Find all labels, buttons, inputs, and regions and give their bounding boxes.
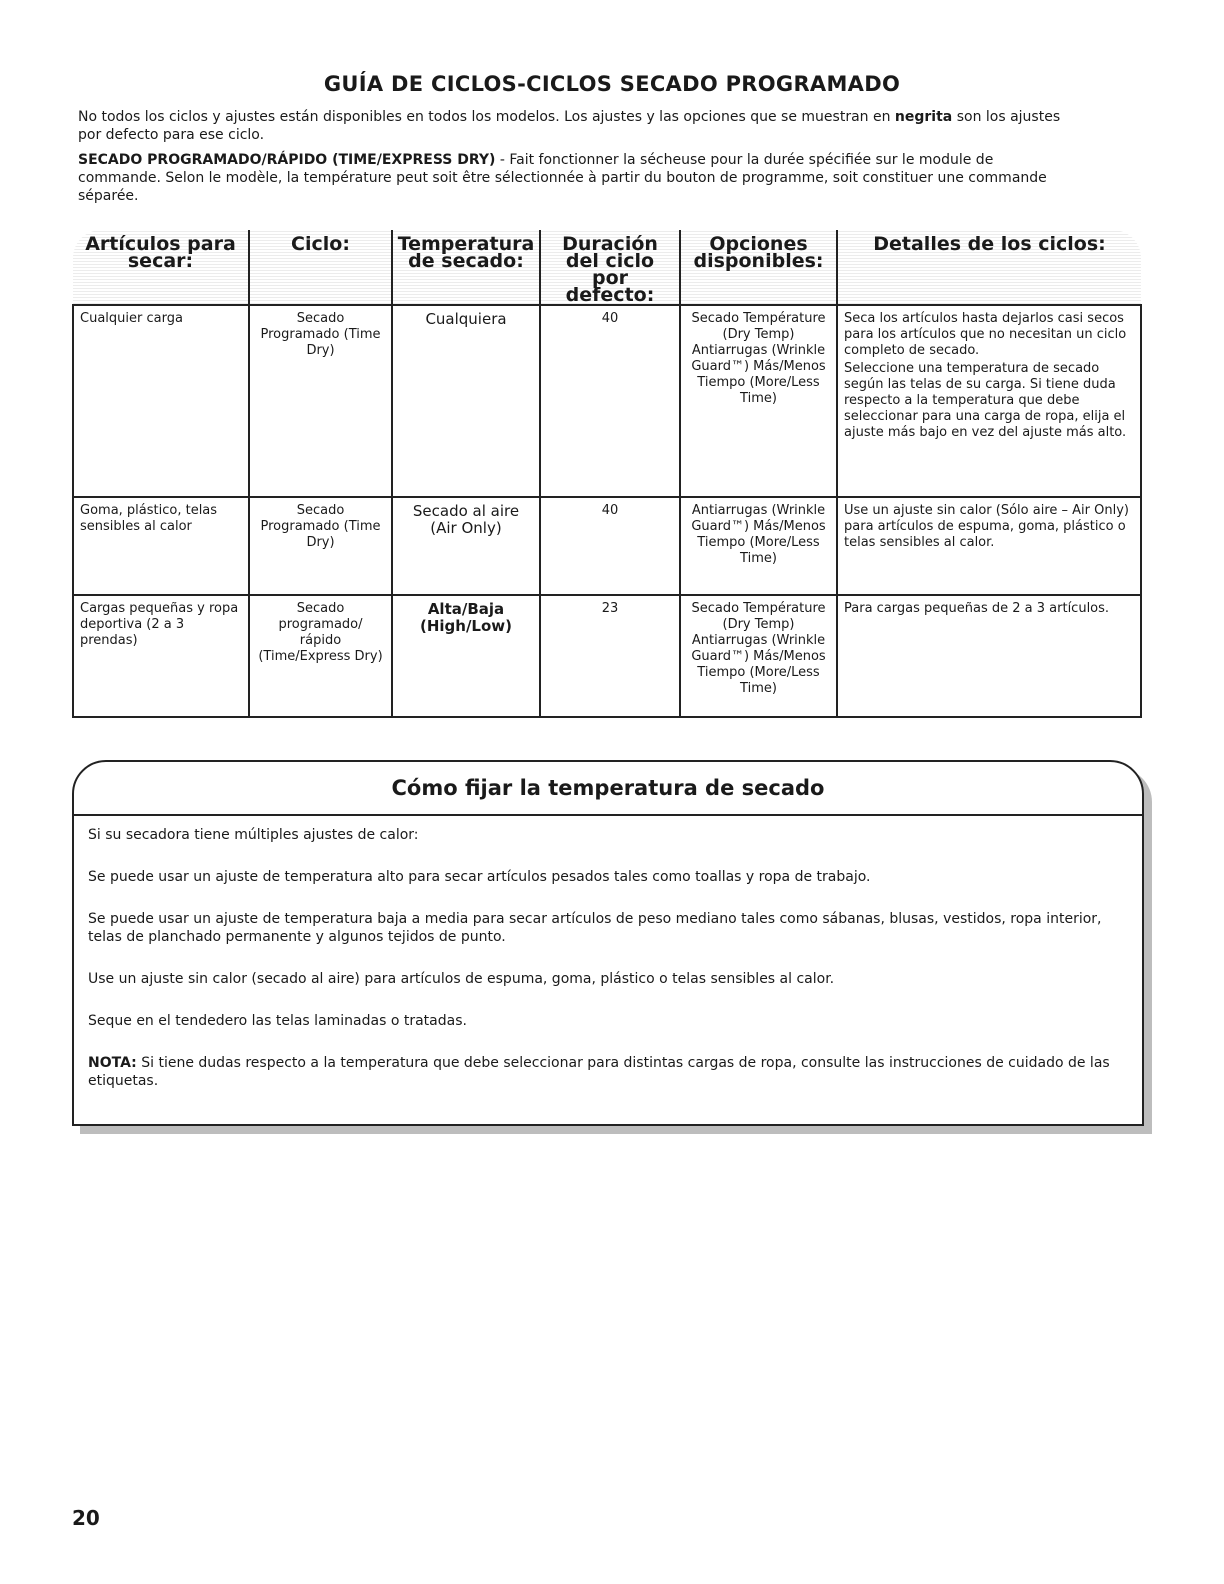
header-details: Detalles de los ciclos: bbox=[837, 230, 1141, 305]
cell-duration: 23 bbox=[540, 595, 680, 717]
cell-duration: 40 bbox=[540, 497, 680, 595]
box-paragraph: Se puede usar un ajuste de temperatura alto para secar artículos pesados tales como toallas y ropa de trabajo. bbox=[88, 869, 871, 885]
header-duration: Duración del ciclo por defecto: bbox=[540, 230, 680, 305]
cell-options: Secado Température (Dry Temp) Antiarrugas (Wrinkle Guard™) Más/Menos Tiempo (More/Less Time) bbox=[680, 305, 837, 497]
note-label: NOTA: bbox=[88, 1055, 137, 1071]
cell-details: Para cargas pequeñas de 2 a 3 artículos. bbox=[837, 595, 1141, 717]
page-title: GUÍA DE CICLOS-CICLOS SECADO PROGRAMADO bbox=[323, 72, 901, 96]
intro-text: No todos los ciclos y ajustes están disponibles en todos los modelos. Los ajustes y las opciones que se muestran en bbox=[78, 109, 891, 125]
intro-section bbox=[78, 108, 1078, 212]
cell-items: Cargas pequeñas y ropa deportiva (2 a 3 prendas) bbox=[73, 595, 249, 717]
intro-paragraph bbox=[78, 108, 1078, 144]
cycle-guide-table bbox=[72, 230, 1142, 718]
time-dry-label: SECADO PROGRAMADO/RÁPIDO (TIME/EXPRESS DRY) bbox=[78, 152, 496, 168]
note-text: Si tiene dudas respecto a la temperatura que debe seleccionar para distintas cargas de ropa, consulte las instrucciones de cuidado de las etiquetas. bbox=[88, 1055, 1110, 1089]
header-options: Opciones disponibles: bbox=[680, 230, 837, 305]
header-temperature: Temperatura de secado: bbox=[392, 230, 540, 305]
time-dry-text: - Fait fonctionner la sécheuse pour la durée spécifiée sur le module de commande. Selon le modèle, la température peut soit être sélectionnée à partir du bouton de programme, soit constituer une commande séparée. bbox=[78, 152, 1047, 204]
box-paragraph: Se puede usar un ajuste de temperatura baja a media para secar artículos de peso mediano tales como sábanas, blusas, vestidos, ropa interior, telas de planchado permanente y algunos tejidos de punto. bbox=[88, 911, 1102, 945]
table-row bbox=[73, 497, 1141, 595]
page-number: 20 bbox=[72, 1506, 100, 1530]
cell-duration: 40 bbox=[540, 305, 680, 497]
cell-cycle: Secado programado/ rápido (Time/Express Dry) bbox=[249, 595, 392, 717]
box-body bbox=[74, 816, 1142, 1100]
cell-cycle: Secado Programado (Time Dry) bbox=[249, 305, 392, 497]
note-paragraph bbox=[88, 1054, 1128, 1090]
intro-text-end: son los ajustes por defecto para ese ciclo. bbox=[78, 109, 1061, 143]
cell-items: Cualquier carga bbox=[73, 305, 249, 497]
header-cycle: Ciclo: bbox=[249, 230, 392, 305]
table-row bbox=[73, 595, 1141, 717]
box-paragraph: Use un ajuste sin calor (secado al aire) para artículos de espuma, goma, plástico o telas sensibles al calor. bbox=[88, 971, 835, 987]
box-paragraph: Si su secadora tiene múltiples ajustes de calor: bbox=[88, 827, 419, 843]
box-paragraph: Seque en el tendedero las telas laminadas o tratadas. bbox=[88, 1013, 467, 1029]
cell-temperature: Cualquiera bbox=[392, 305, 540, 497]
table-row bbox=[73, 305, 1141, 497]
header-items: Artículos para secar: bbox=[73, 230, 249, 305]
time-dry-description bbox=[78, 151, 1078, 205]
intro-bold-word: negrita bbox=[894, 109, 953, 125]
cell-details: Use un ajuste sin calor (Sólo aire – Air Only) para artículos de espuma, goma, plástico o telas sensibles al calor. bbox=[837, 497, 1141, 595]
cell-items: Goma, plástico, telas sensibles al calor bbox=[73, 497, 249, 595]
box-title: Cómo fijar la temperatura de secado bbox=[74, 762, 1142, 816]
table-header-row bbox=[73, 230, 1141, 305]
cell-details bbox=[837, 305, 1141, 497]
cell-temperature bbox=[392, 595, 540, 717]
cell-options: Antiarrugas (Wrinkle Guard™) Más/Menos Tiempo (More/Less Time) bbox=[680, 497, 837, 595]
detail-paragraph: Seca los artículos hasta dejarlos casi secos para los artículos que no necesitan un ciclo completo de secado. bbox=[844, 311, 1127, 358]
cell-cycle: Secado Programado (Time Dry) bbox=[249, 497, 392, 595]
detail-paragraph: Seleccione una temperatura de secado según las telas de su carga. Si tiene duda respecto a la temperatura que debe seleccionar para una carga de ropa, elija el ajuste más bajo en vez del ajuste más alto. bbox=[844, 361, 1127, 440]
cell-temperature: Secado al aire (Air Only) bbox=[392, 497, 540, 595]
cell-options: Secado Température (Dry Temp) Antiarrugas (Wrinkle Guard™) Más/Menos Tiempo (More/Less Time) bbox=[680, 595, 837, 717]
default-temperature: Alta/Baja (High/Low) bbox=[419, 600, 513, 635]
temperature-info-box bbox=[72, 760, 1144, 1126]
